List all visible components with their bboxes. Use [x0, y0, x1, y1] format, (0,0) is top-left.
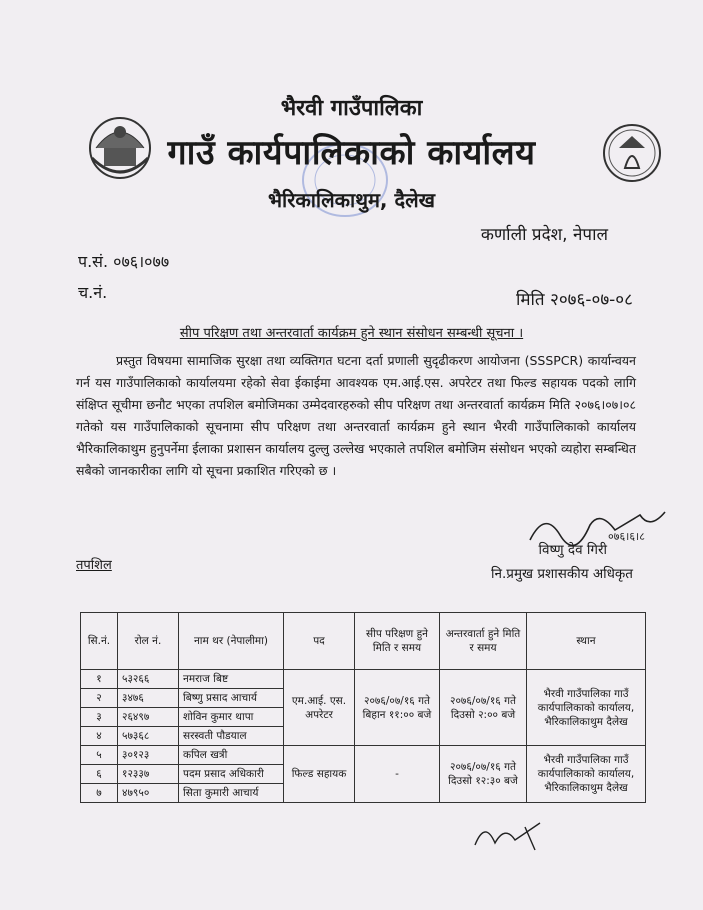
- table-row: [81, 746, 646, 765]
- col-header-skill-test: सीप परिक्षण हुने मिति र समय: [355, 613, 440, 670]
- col-header-interview: अन्तरवार्ता हुने मिति र समय: [440, 613, 527, 670]
- office-address: भैरिकालिकाथुम, दैलेख: [267, 188, 436, 212]
- cell-interview: २०७६/०७/१६ गते दिउसो २:०० बजे: [440, 670, 527, 746]
- cell-skill-test: -: [355, 746, 440, 803]
- signatory-name: विष्णु देव गिरी: [538, 542, 607, 558]
- cell-roll: ३०१२३: [118, 746, 179, 765]
- province-name: कर्णाली प्रदेश, नेपाल: [480, 225, 608, 245]
- cell-venue: भैरवी गाउँपालिका गाउँ कार्यपालिकाको कार्यालय, भैरिकालिकाथुम दैलेख: [527, 746, 646, 803]
- cell-name: नमराज बिष्ट: [179, 670, 284, 689]
- initials-scribble: [470, 815, 550, 855]
- cell-name: कपिल खत्री: [179, 746, 284, 765]
- col-header-venue: स्थान: [527, 613, 646, 670]
- cell-post: फिल्ड सहायक: [284, 746, 355, 803]
- col-header-post: पद: [284, 613, 355, 670]
- notice-subject: सीप परिक्षण तथा अन्तरवार्ता कार्यक्रम हुने स्थान संसोधन सम्बन्धी सूचना ।: [179, 326, 524, 341]
- candidate-table: [80, 612, 646, 803]
- cell-name: सिता कुमारी आचार्य: [179, 784, 284, 803]
- cell-skill-test: २०७६/०७/१६ गते बिहान ११:०० बजे: [355, 670, 440, 746]
- cell-post: एम.आई. एस. अपरेटर: [284, 670, 355, 746]
- col-header-roll: रोल नं.: [118, 613, 179, 670]
- cell-name: शोविन कुमार थापा: [179, 708, 284, 727]
- cell-name: पदम प्रसाद अधिकारी: [179, 765, 284, 784]
- patra-sankhya: प.सं. ०७६।०७७: [78, 252, 170, 271]
- notice-date: मिति २०७६-०७-०८: [515, 290, 633, 310]
- table-header-row: [81, 613, 646, 670]
- signature-date: ०७६।६।८: [608, 530, 645, 543]
- cell-roll: ४७९५०: [118, 784, 179, 803]
- notice-body: प्रस्तुत विषयमा सामाजिक सुरक्षा तथा व्यक्तिगत घटना दर्ता प्रणाली सुदृढीकरण आयोजना (SSSPCR) कार्यान्वयन गर्न यस गाउँपालिकाको कार्यालयमा रहेको सेवा ईकाईमा आवश्यक एम.आई.एस. अपरेटर तथा फिल्ड सहायक पदको लागि संक्षिप्त सूचीमा छनौट भएका तपशिल बमोजिमका उम्मेदवारहरुको सीप परिक्षण तथा अन्तरवार्ता कार्यक्रम मिति २०७६।०७।०८ गतेको यस गाउँपालिकाको सूचनामा सीप परिक्षण तथा अन्तरवार्ता कार्यक्रम हुने स्थान भैरवी गाउँपालिकाको कार्यालय भैरिकालिकाथुम हुनुपर्नेमा ईलाका प्रशासन कार्यालय दुल्लु उल्लेख भएकाले तपशिल बमोजिम संसोधन भएको व्यहोरा सम्बन्धित सबैको जानकारीका लागि यो सूचना प्रकाशित गरिएको छ ।: [76, 353, 636, 478]
- cell-venue: भैरवी गाउँपालिका गाउँ कार्यपालिकाको कार्यालय, भैरिकालिकाथुम दैलेख: [527, 670, 646, 746]
- cell-roll: १२३३७: [118, 765, 179, 784]
- chalani-number: च.नं.: [78, 283, 108, 302]
- table-row: [81, 670, 646, 689]
- cell-roll: ५७३६८: [118, 727, 179, 746]
- cell-interview: २०७६/०७/१६ गते दिउसो १२:३० बजे: [440, 746, 527, 803]
- cell-sn: ३: [81, 708, 118, 727]
- cell-sn: ५: [81, 746, 118, 765]
- cell-sn: ६: [81, 765, 118, 784]
- signatory-title: नि.प्रमुख प्रशासकीय अधिकृत: [490, 566, 633, 582]
- cell-sn: ४: [81, 727, 118, 746]
- cell-roll: ५३२६६: [118, 670, 179, 689]
- col-header-sn: सि.नं.: [81, 613, 118, 670]
- office-title: गाउँ कार्यपालिकाको कार्यालय: [167, 133, 536, 173]
- cell-name: बिष्णु प्रसाद आचार्य: [179, 689, 284, 708]
- municipality-name: भैरवी गाउँपालिका: [280, 96, 423, 121]
- cell-sn: १: [81, 670, 118, 689]
- cell-sn: ७: [81, 784, 118, 803]
- cell-sn: २: [81, 689, 118, 708]
- col-header-name: नाम थर (नेपालीमा): [179, 613, 284, 670]
- tapsil-label: तपशिल: [76, 558, 112, 573]
- cell-name: सरस्वती पौडयाल: [179, 727, 284, 746]
- cell-roll: ३४७६: [118, 689, 179, 708]
- cell-roll: २६४९७: [118, 708, 179, 727]
